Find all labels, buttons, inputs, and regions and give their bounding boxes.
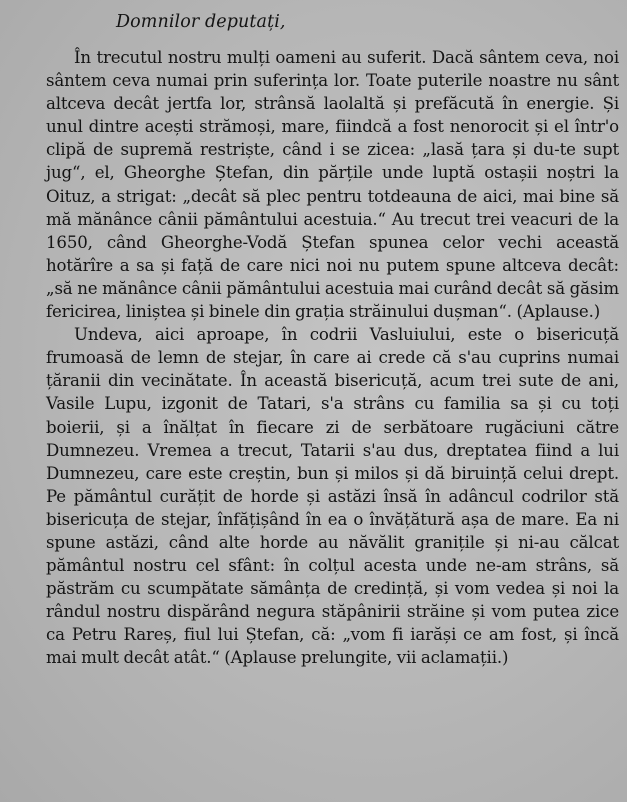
- paragraph-1: În trecutul nostru mulți oameni au suferit. Dacă sântem ceva, noi sântem ceva numai prin suferința lor. Toate puterile noastre nu sânt altceva decât jertfa lor, strânsă laolaltă și prefăcută în energie. Și unul dintre acești strămoși, mare, fiindcă a fost nenorocit și el într'o clipă de supremă restriște, când i se zicea: „lasă țara și du-te supt jug“, el, Gheorghe Ștefan, din părțile unde luptă ostașii noștri la Oituz, a strigat: „decât să plec pentru totdeauna de aici, mai bine să mă mănânce cânii pământului acestuia.“ Au trecut trei veacuri de la 1650, când Gheorghe-Vodă Ștefan spunea celor vechi această hotărîre a sa și față de care nici noi nu putem spune altceva decât: „să ne mănânce cânii pământului acestuia mai curând decât să găsim fericirea, liniștea și binele din grația străinului dușman“. (Aplause.): [46, 48, 619, 322]
- paragraph-2: Undeva, aici aproape, în codrii Vasluiului, este o bisericuță frumoasă de lemn de stejar, în care ai crede că s'au cuprins numai țăranii din vecinătate. În această bisericuță, acum trei sute de ani, Vasile Lupu, izgonit de Tatari, s'a strâns cu familia sa și cu toți boierii, și a înălțat în fiecare zi de serbătoare rugăciuni către Dumnezeu. Vremea a trecut, Tatarii s'au dus, dreptatea fiind a lui Dumnezeu, care este creștin, bun și milos și dă biruință celui drept. Pe pământul curățit de horde și astăzi însă în adâncul codrilor stă bisericuța de stejar, înfățișând în ea o învățătură așa de mare. Ea ni spune astăzi, când alte horde au năvălit granițile și ni-au călcat pământul nostru cel sfânt: în colțul acesta unde ne-am strâns, să păstrăm cu scumpătate sămânța de credință, și vom vedea și noi la rândul nostru dispărând negura stăpânirii străine și vom putea zice ca Petru Rareș, fiul lui Ștefan, că: „vom fi iarăși ce am fost, și încă mai mult decât atât.“ (Aplause prelungite, vii aclamații.): [46, 325, 619, 668]
- salutation: Domnilor deputați,: [116, 12, 286, 32]
